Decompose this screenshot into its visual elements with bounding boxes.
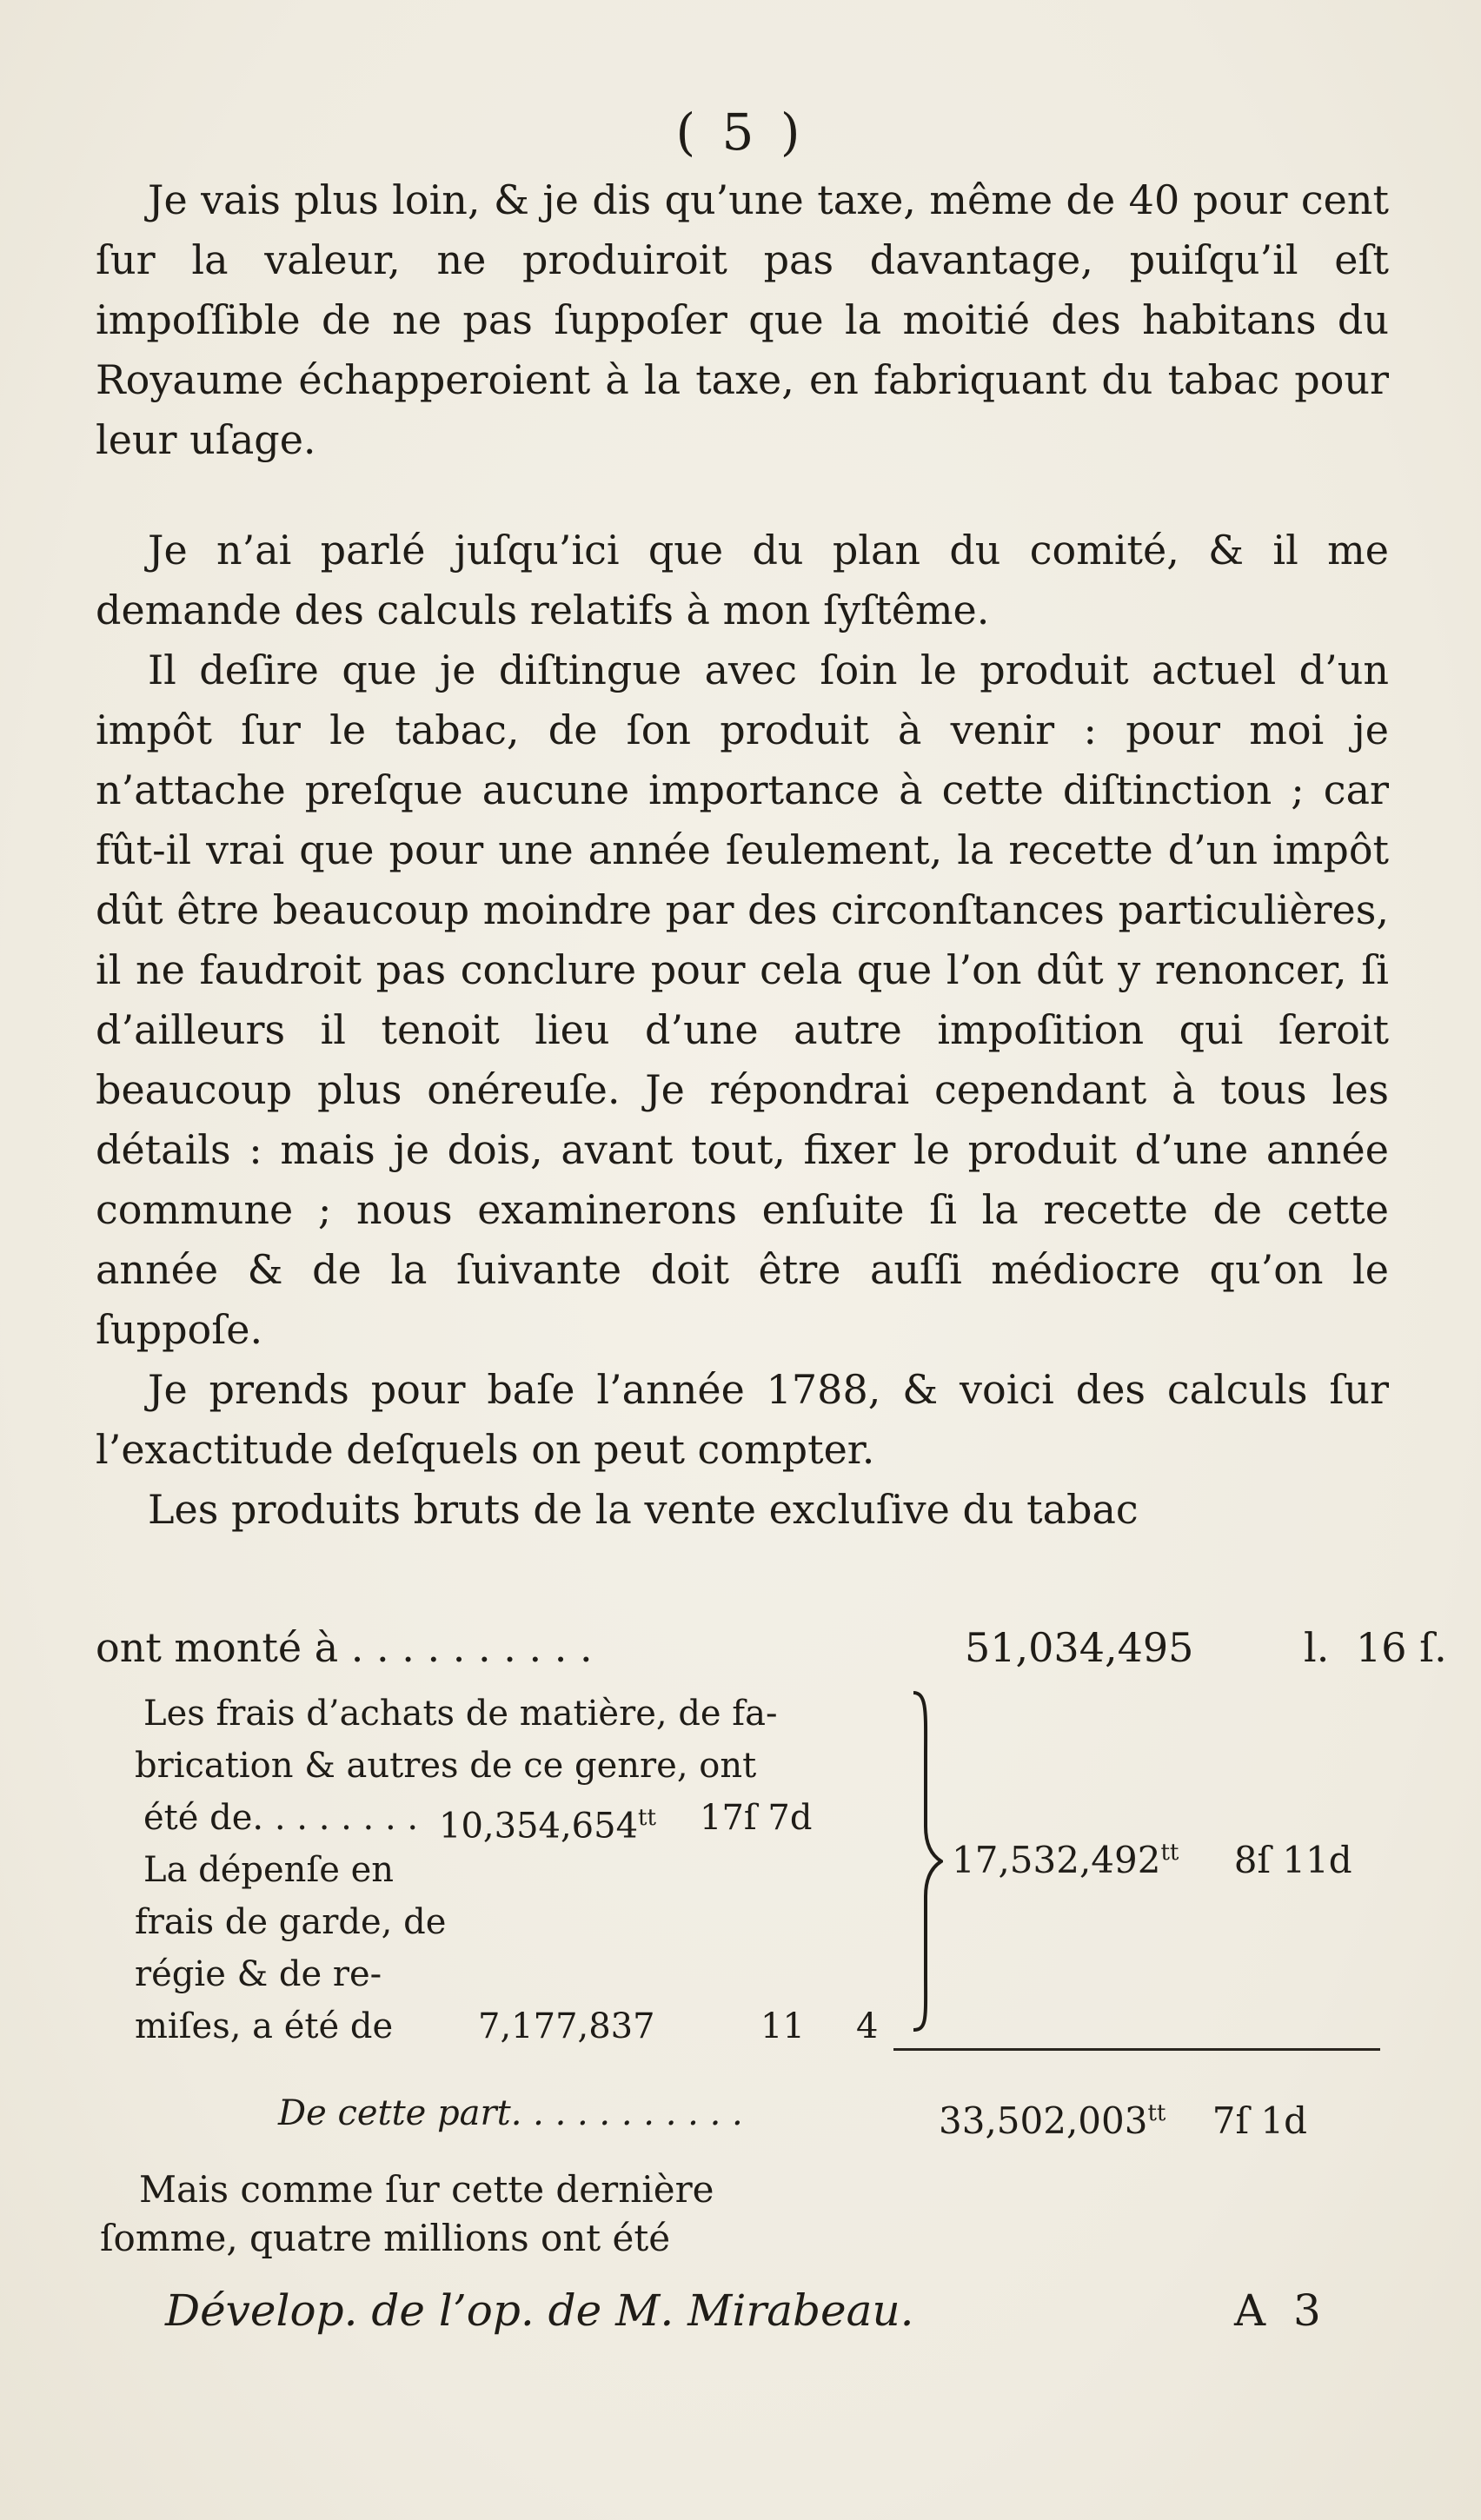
- gross-unit-sols: 16 ſ.: [1356, 1624, 1447, 1671]
- guard-text-row: La dépenſe en: [143, 1850, 395, 1890]
- paragraph-5: Les produits bruts de la vente excluſive du tabac: [148, 1486, 1139, 1533]
- net-sols-deniers: 7ſ 1d: [1212, 2099, 1307, 2142]
- guard-costs-entry: [135, 1844, 908, 2052]
- gross-unit-livres: l.: [1304, 1624, 1330, 1671]
- signature-mark: A 3: [1234, 2285, 1328, 2336]
- guard-label: miſes, a été de: [135, 2006, 394, 2046]
- gross-amount: 51,034,495: [965, 1624, 1194, 1671]
- guard-deniers: 4: [856, 2006, 879, 2046]
- guard-amount: 7,177,837: [478, 2006, 655, 2046]
- continuation-text: [100, 2165, 714, 2263]
- subtotal-livres-mark: tt: [1160, 1840, 1179, 1866]
- paragraph-2: Je n’ai parlé juſqu’ici que du plan du comité, & il me demande des calculs relatifs à mon ſyſtême.: [96, 527, 1389, 633]
- purchase-amount-row: [143, 1792, 908, 1847]
- running-footer: Dévelop. de l’op. de M. Mirabeau.: [165, 2285, 914, 2336]
- purchase-text-row: brication & autres de ce genre, ont: [135, 1746, 757, 1786]
- purchase-text-row: Les frais d’achats de matière, de fa-: [143, 1694, 778, 1734]
- guard-text-row: régie & de re-: [135, 1954, 382, 1994]
- net-line: [278, 2087, 1399, 2142]
- paragraph-3: Il deſire que je diſtingue avec ſoin le produit actuel d’un impôt ſur le tabac, de ſon produit à venir : pour moi je n’attache preſque aucune importance à cette diſtinction ; car fût-il vrai que pour une année ſeulement, la recette d’un impôt dût être beaucoup moindre par des circonſtances particulières, il ne faudroit pas conclure pour cela que l’on dût y renoncer, ſi d’ailleurs il tenoit lieu d’une autre impoſition qui ſeroit beaucoup plus onéreuſe. Je répondrai cependant à tous les détails : mais je dois, avant tout, fixer le produit d’une année commune ; nous examinerons enſuite ſi la recette de cette année & de la ſuivante doit être auſſi médiocre qu’on le ſuppoſe.: [96, 647, 1389, 1353]
- curly-brace-icon: [908, 1688, 943, 2035]
- guard-text-row: frais de garde, de: [135, 1902, 447, 1942]
- page-number: ( 5 ): [675, 103, 806, 162]
- subtotal-line: [952, 1827, 1352, 1887]
- paragraph-4: Je prends pour baſe l’année 1788, & voici des calculs ſur l’exactitude deſquels on peut compter.: [96, 1366, 1389, 1473]
- paragraph-1: Je vais plus loin, & je dis qu’une taxe, même de 40 pour cent ſur la valeur, ne produiroit pas davantage, puiſqu’il eſt impoſſible de ne pas ſuppoſer que la moitié des habitans du Royaume échapperoient à la taxe, en fabriquant du tabac pour leur uſage.: [96, 176, 1389, 463]
- sum-rule: [893, 2048, 1380, 2051]
- net-amount-group: [939, 2087, 1307, 2147]
- subtotal-sols-deniers: 8ſ 11d: [1233, 1839, 1352, 1881]
- body-text: [96, 170, 1389, 1540]
- costs-table: [135, 1688, 1395, 2052]
- net-amount: 33,502,003: [939, 2099, 1148, 2142]
- subtotal-amount: 17,532,492: [952, 1839, 1161, 1881]
- signature-line: [165, 2285, 1399, 2336]
- net-label: De cette part. . . . . . . . . . .: [278, 2093, 743, 2133]
- net-livres-mark: tt: [1147, 2100, 1166, 2126]
- purchase-sols-deniers: 17ſ 7d: [700, 1798, 813, 1838]
- guard-amount-row: [135, 2000, 908, 2052]
- purchase-amount: 10,354,654: [439, 1806, 639, 1847]
- continuation-row: ſomme, quatre millions ont été: [100, 2217, 671, 2259]
- guard-sols: 11: [760, 2006, 805, 2046]
- purchase-costs-entry: [135, 1688, 908, 1847]
- purchase-livres-mark: tt: [638, 1805, 656, 1831]
- continuation-row: Mais comme ſur cette dernière: [139, 2168, 714, 2211]
- gross-label: ont monté à . . . . . . . . . .: [96, 1624, 593, 1671]
- purchase-label: été de. . . . . . . .: [143, 1798, 419, 1838]
